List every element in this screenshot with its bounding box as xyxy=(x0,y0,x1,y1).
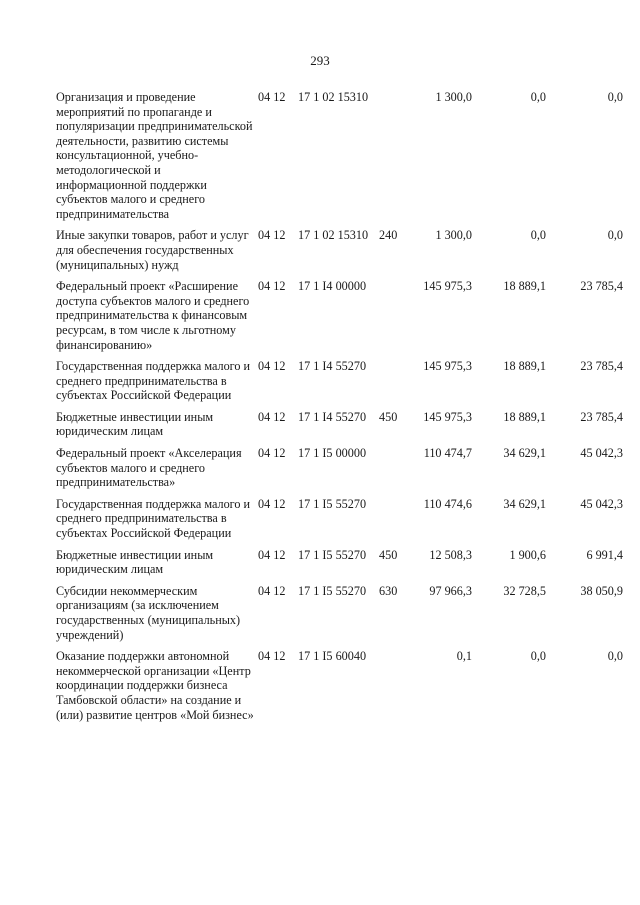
section-code: 04 12 xyxy=(258,90,286,104)
table-row xyxy=(56,410,626,439)
target-article-code: 17 1 I5 00000 xyxy=(298,446,367,461)
amount-first: 12 508,3 xyxy=(429,547,472,562)
amount-first: 97 966,3 xyxy=(429,583,472,598)
section-code: 04 12 xyxy=(258,279,286,294)
section-code: 04 12 xyxy=(258,547,286,562)
table-row xyxy=(56,446,626,490)
amount-first: 110 474,6 xyxy=(423,496,472,511)
amount-second: 1 900,6 xyxy=(509,547,546,562)
amount-third: 0,0 xyxy=(607,90,623,104)
amount-first: 1 300,0 xyxy=(435,90,472,104)
row-name: Государственная поддержка малого и среднего предпринимательства в субъектах Российской Федерации xyxy=(56,496,251,541)
target-article-code: 17 1 I5 55270 xyxy=(298,496,367,511)
target-article-code: 17 1 I5 55270 xyxy=(298,547,367,562)
table-row xyxy=(56,359,626,403)
amount-second: 0,0 xyxy=(530,649,546,664)
amount-second: 18 889,1 xyxy=(503,359,546,374)
amount-third: 38 050,9 xyxy=(580,583,623,598)
amount-third: 23 785,4 xyxy=(580,409,623,424)
row-name: Федеральный проект «Расширение доступа субъектов малого и среднего предпринимательства к финансовым ресурсам, в том числе к льготному финансированию» xyxy=(56,279,250,352)
section-code: 04 12 xyxy=(258,649,286,664)
target-article-code: 17 1 I5 55270 xyxy=(298,583,367,598)
target-article-code: 17 1 02 15310 xyxy=(298,90,369,104)
row-name: Организация и проведение мероприятий по пропаганде и популяризации предпринимательской деятельности, развитию системы консультационной, учебно-методологической и информационной поддержки субъектов малого и среднего предпринимательства xyxy=(56,90,253,221)
row-name: Субсидии некоммерческим организациям (за исключением государственных (муниципальных) учреждений) xyxy=(56,583,241,642)
amount-third: 45 042,3 xyxy=(580,496,623,511)
amount-third: 23 785,4 xyxy=(580,359,623,374)
amount-second: 32 728,5 xyxy=(503,583,546,598)
section-code: 04 12 xyxy=(258,359,286,374)
amount-first: 145 975,3 xyxy=(423,359,472,374)
section-code: 04 12 xyxy=(258,446,286,461)
amount-second: 18 889,1 xyxy=(503,409,546,424)
row-name: Государственная поддержка малого и среднего предпринимательства в субъектах Российской Федерации xyxy=(56,359,251,403)
amount-first: 145 975,3 xyxy=(423,409,472,424)
row-name: Оказание поддержки автономной некоммерческой организации «Центр координации поддержки бизнеса Тамбовской области» на создание и (или) развитие центров «Мой бизнес» xyxy=(56,649,254,722)
amount-second: 34 629,1 xyxy=(503,446,546,461)
amount-third: 0,0 xyxy=(607,649,623,664)
amount-third: 45 042,3 xyxy=(580,446,623,461)
section-code: 04 12 xyxy=(258,496,286,511)
table-row xyxy=(56,584,626,642)
target-article-code: 17 1 02 15310 xyxy=(298,228,369,243)
amount-third: 6 991,4 xyxy=(586,547,623,562)
table-row xyxy=(56,548,626,577)
table-row xyxy=(56,279,626,352)
page-number: 293 xyxy=(310,53,330,68)
amount-second: 0,0 xyxy=(530,228,546,243)
amount-second: 0,0 xyxy=(530,90,546,104)
amount-first: 110 474,7 xyxy=(423,446,472,461)
expense-type-code: 450 xyxy=(379,547,398,562)
amount-first: 1 300,0 xyxy=(435,228,472,243)
amount-first: 0,1 xyxy=(456,649,472,664)
row-name: Бюджетные инвестиции иным юридическим лицам xyxy=(56,547,214,577)
row-name: Бюджетные инвестиции иным юридическим лицам xyxy=(56,409,214,439)
expense-type-code: 450 xyxy=(379,409,398,424)
table-row xyxy=(56,90,626,221)
target-article-code: 17 1 I5 60040 xyxy=(298,649,367,664)
amount-first: 145 975,3 xyxy=(423,279,472,294)
target-article-code: 17 1 I4 55270 xyxy=(298,409,367,424)
expense-type-code: 240 xyxy=(379,228,398,243)
table-row xyxy=(56,649,626,722)
budget-table xyxy=(56,90,626,722)
amount-third: 23 785,4 xyxy=(580,279,623,294)
section-code: 04 12 xyxy=(258,228,286,243)
target-article-code: 17 1 I4 55270 xyxy=(298,359,367,374)
amount-third: 0,0 xyxy=(607,228,623,243)
amount-second: 18 889,1 xyxy=(503,279,546,294)
row-name: Иные закупки товаров, работ и услуг для обеспечения государственных (муниципальных) нужд xyxy=(56,228,249,272)
target-article-code: 17 1 I4 00000 xyxy=(298,279,367,294)
section-code: 04 12 xyxy=(258,409,286,424)
table-row xyxy=(56,228,626,272)
expense-type-code: 630 xyxy=(379,583,398,598)
amount-second: 34 629,1 xyxy=(503,496,546,511)
row-name: Федеральный проект «Акселерация субъектов малого и среднего предпринимательства» xyxy=(56,446,242,490)
section-code: 04 12 xyxy=(258,583,286,598)
table-row xyxy=(56,497,626,541)
